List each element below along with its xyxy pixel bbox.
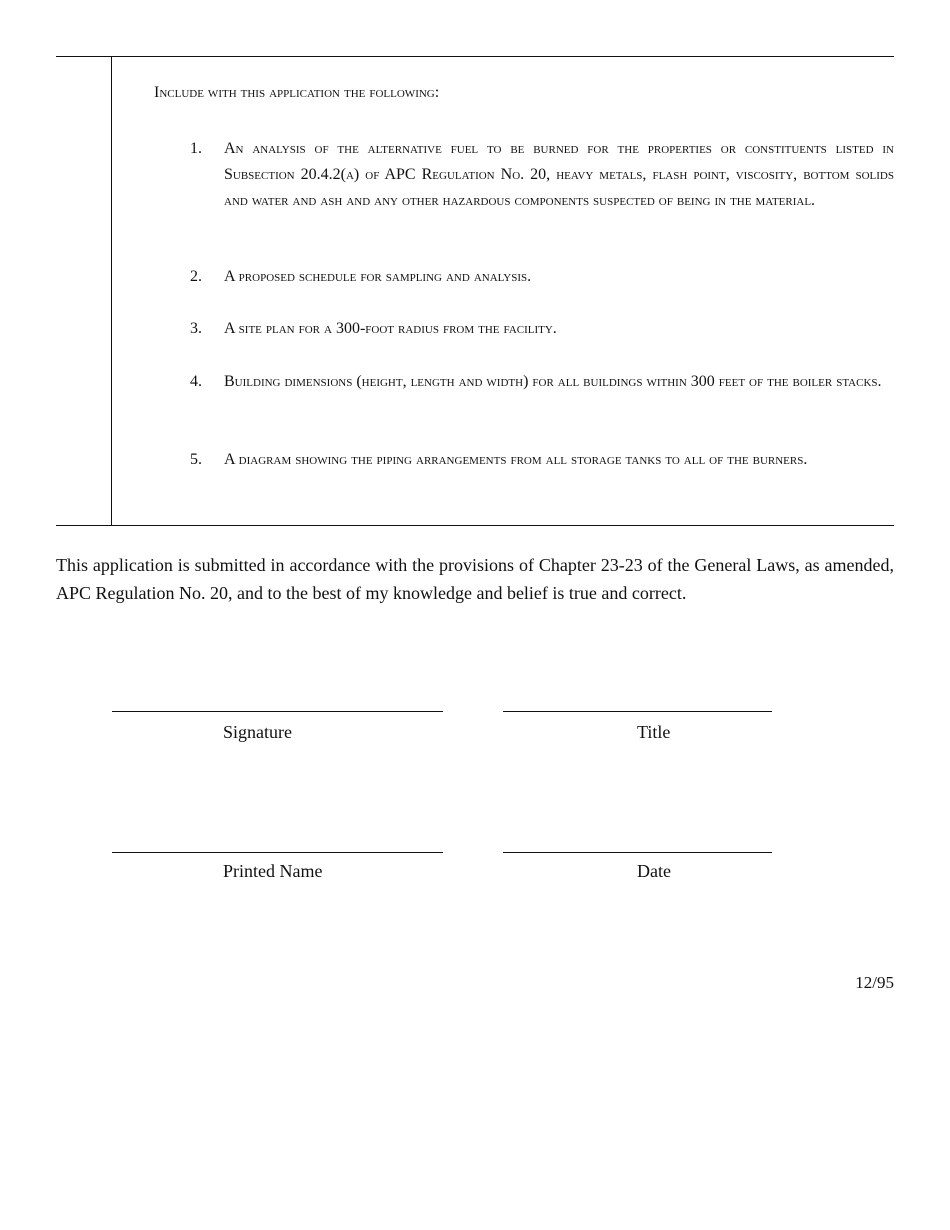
date-label: Date	[637, 861, 671, 881]
box-margin-line	[111, 57, 112, 525]
list-item-text: An analysis of the alternative fuel to be burned for the properties or constituents listed in Subsection 20.4.2(a) of APC Regulation No. 20, heavy metals, flash point, viscosity, bottom solids and water and ash and any other hazardous components suspected of being in the material.	[224, 140, 894, 209]
title-label: Title	[637, 722, 671, 742]
page-number: 12/95	[855, 973, 894, 992]
printed-name-label: Printed Name	[223, 861, 323, 881]
printed-name-line[interactable]	[112, 852, 443, 853]
date-line[interactable]	[503, 852, 772, 853]
list-item-number: 1.	[190, 140, 202, 157]
title-line[interactable]	[503, 711, 772, 712]
signature-label: Signature	[223, 722, 292, 742]
list-item-number: 5.	[190, 451, 202, 468]
list-item-text: Building dimensions (height, length and width) for all buildings within 300 feet of the boiler stacks.	[224, 373, 882, 390]
requirements-intro: Include with this application the following:	[154, 84, 440, 101]
list-item-text: A diagram showing the piping arrangements from all storage tanks to all of the burners.	[224, 451, 808, 468]
requirements-box	[56, 56, 894, 526]
list-item-text: A site plan for a 300-foot radius from the facility.	[224, 320, 557, 337]
list-item-number: 2.	[190, 268, 202, 285]
certification-statement: This application is submitted in accordance with the provisions of Chapter 23-23 of the General Laws, as amended, APC Regulation No. 20, and to the best of my knowledge and belief is true and correct.	[56, 555, 894, 603]
list-item-number: 4.	[190, 373, 202, 390]
list-item-number: 3.	[190, 320, 202, 337]
signature-line[interactable]	[112, 711, 443, 712]
list-item-text: A proposed schedule for sampling and analysis.	[224, 268, 532, 285]
